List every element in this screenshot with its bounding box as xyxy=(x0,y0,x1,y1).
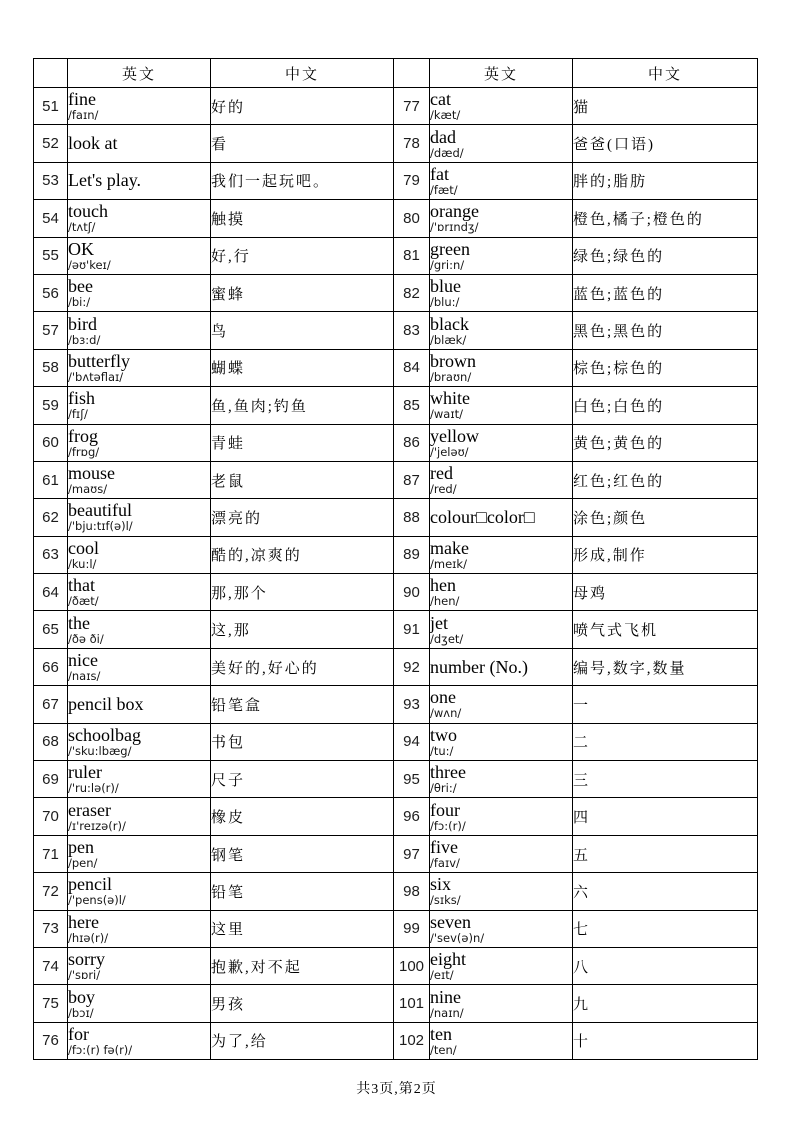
row-number-left: 54 xyxy=(34,200,68,237)
row-number-left: 63 xyxy=(34,536,68,573)
english-cell-right xyxy=(430,461,573,498)
english-cell-right xyxy=(430,761,573,798)
table-row xyxy=(34,686,758,723)
table-row xyxy=(34,761,758,798)
table-row xyxy=(34,910,758,947)
chinese-cell-left: 老鼠 xyxy=(211,461,394,498)
row-number-left: 62 xyxy=(34,499,68,536)
english-cell-left xyxy=(68,873,211,910)
chinese-cell-left: 尺子 xyxy=(211,761,394,798)
chinese-cell-right: 涂色;颜色 xyxy=(573,499,758,536)
row-number-right: 97 xyxy=(394,835,430,872)
english-cell-right xyxy=(430,985,573,1022)
row-number-right: 98 xyxy=(394,873,430,910)
phonetic: /meɪk/ xyxy=(430,556,467,571)
english-cell-left xyxy=(68,1022,211,1059)
phonetic: /tʌtʃ/ xyxy=(68,220,96,235)
chinese-cell-right: 白色;白色的 xyxy=(573,387,758,424)
english-cell-right xyxy=(430,424,573,461)
english-cell-right xyxy=(430,798,573,835)
english-cell-left xyxy=(68,424,211,461)
chinese-cell-right: 形成,制作 xyxy=(573,536,758,573)
table-row xyxy=(34,574,758,611)
table-row xyxy=(34,1022,758,1059)
chinese-cell-left: 蜜蜂 xyxy=(211,274,394,311)
table-row xyxy=(34,387,758,424)
row-number-right: 94 xyxy=(394,723,430,760)
english-cell-left xyxy=(68,162,211,199)
english-word: two xyxy=(430,724,457,745)
phonetic: /'sɒri/ xyxy=(68,968,101,983)
english-word: pencil xyxy=(68,874,112,895)
english-word: frog xyxy=(68,425,98,446)
phonetic: /fɔ:(r)/ xyxy=(430,818,466,833)
chinese-cell-right: 母鸡 xyxy=(573,574,758,611)
phonetic: /ten/ xyxy=(430,1042,457,1057)
phonetic: /gri:n/ xyxy=(430,257,465,272)
phonetic: /əʊ'keɪ/ xyxy=(68,257,111,272)
english-word: white xyxy=(430,388,470,409)
phonetic: /tu:/ xyxy=(430,743,454,758)
english-cell-left xyxy=(68,723,211,760)
phonetic: /hɪə(r)/ xyxy=(68,930,109,945)
english-cell-left xyxy=(68,461,211,498)
english-cell-left xyxy=(68,798,211,835)
phonetic: /'sev(ə)n/ xyxy=(430,930,485,945)
chinese-cell-left: 看 xyxy=(211,125,394,162)
chinese-cell-right: 一 xyxy=(573,686,758,723)
row-number-right: 88 xyxy=(394,499,430,536)
chinese-cell-left: 美好的,好心的 xyxy=(211,648,394,685)
table-row xyxy=(34,947,758,984)
phonetic: /'ru:lə(r)/ xyxy=(68,781,119,796)
chinese-cell-left: 橡皮 xyxy=(211,798,394,835)
table-row xyxy=(34,835,758,872)
vocabulary-table xyxy=(33,58,758,1060)
english-word: brown xyxy=(430,350,476,371)
row-number-right: 101 xyxy=(394,985,430,1022)
phonetic: /naɪs/ xyxy=(68,669,101,684)
row-number-left: 66 xyxy=(34,648,68,685)
english-cell-right xyxy=(430,910,573,947)
header-english-left: 英文 xyxy=(68,59,211,88)
row-number-left: 68 xyxy=(34,723,68,760)
row-number-right: 91 xyxy=(394,611,430,648)
english-cell-right xyxy=(430,873,573,910)
table-row xyxy=(34,985,758,1022)
english-cell-left xyxy=(68,761,211,798)
english-word: here xyxy=(68,911,99,932)
chinese-cell-left: 好的 xyxy=(211,88,394,125)
table-row xyxy=(34,499,758,536)
english-cell-left xyxy=(68,387,211,424)
row-number-left: 56 xyxy=(34,274,68,311)
phonetic: /faɪv/ xyxy=(430,856,460,870)
phonetic: /fæt/ xyxy=(430,182,458,197)
english-word: dad xyxy=(430,126,456,147)
english-cell-left xyxy=(68,125,211,162)
chinese-cell-right: 六 xyxy=(573,873,758,910)
english-word: the xyxy=(68,612,90,633)
table-row xyxy=(34,200,758,237)
phonetic: /'bʌtəflaɪ/ xyxy=(68,369,124,384)
english-word: nine xyxy=(430,986,461,1007)
english-word: pencil box xyxy=(68,693,144,714)
chinese-cell-right: 七 xyxy=(573,910,758,947)
page-footer: 共3页,第2页 xyxy=(356,1082,437,1097)
english-cell-right xyxy=(430,125,573,162)
phonetic: /maʊs/ xyxy=(68,482,108,497)
english-word: colour□color□ xyxy=(430,506,535,527)
table-row xyxy=(34,312,758,349)
phonetic: /θri:/ xyxy=(430,781,457,796)
row-number-right: 90 xyxy=(394,574,430,611)
row-number-left: 73 xyxy=(34,910,68,947)
row-number-right: 96 xyxy=(394,798,430,835)
row-number-left: 76 xyxy=(34,1022,68,1059)
english-word: boy xyxy=(68,986,95,1007)
chinese-cell-left: 这里 xyxy=(211,910,394,947)
row-number-right: 85 xyxy=(394,387,430,424)
chinese-cell-left: 铅笔盒 xyxy=(211,686,394,723)
english-word: ruler xyxy=(68,762,102,783)
english-word: touch xyxy=(68,201,108,222)
chinese-cell-right: 三 xyxy=(573,761,758,798)
english-word: seven xyxy=(430,911,471,932)
english-word: ten xyxy=(430,1023,452,1044)
english-word: pen xyxy=(68,837,94,857)
row-number-left: 53 xyxy=(34,162,68,199)
phonetic: /'pens(ə)l/ xyxy=(68,893,126,908)
chinese-cell-right: 八 xyxy=(573,947,758,984)
english-word: look at xyxy=(68,133,118,154)
phonetic: /sɪks/ xyxy=(430,893,461,908)
english-cell-right xyxy=(430,88,573,125)
english-cell-left xyxy=(68,574,211,611)
chinese-cell-left: 青蛙 xyxy=(211,424,394,461)
english-cell-right xyxy=(430,835,573,872)
english-cell-right xyxy=(430,574,573,611)
chinese-cell-right: 喷气式飞机 xyxy=(573,611,758,648)
row-number-left: 70 xyxy=(34,798,68,835)
phonetic: /hen/ xyxy=(430,594,460,609)
english-cell-left xyxy=(68,349,211,386)
row-number-right: 89 xyxy=(394,536,430,573)
chinese-cell-left: 触摸 xyxy=(211,200,394,237)
row-number-left: 52 xyxy=(34,125,68,162)
phonetic: /bi:/ xyxy=(68,295,91,310)
chinese-cell-right: 四 xyxy=(573,798,758,835)
row-number-left: 55 xyxy=(34,237,68,274)
english-word: schoolbag xyxy=(68,724,141,745)
english-cell-right xyxy=(430,274,573,311)
row-number-right: 86 xyxy=(394,424,430,461)
row-number-right: 77 xyxy=(394,88,430,125)
table-row xyxy=(34,88,758,125)
chinese-cell-right: 蓝色;蓝色的 xyxy=(573,274,758,311)
chinese-cell-right: 五 xyxy=(573,835,758,872)
english-cell-left xyxy=(68,237,211,274)
chinese-cell-right: 九 xyxy=(573,985,758,1022)
english-word: black xyxy=(430,313,469,334)
row-number-right: 81 xyxy=(394,237,430,274)
english-word: one xyxy=(430,687,456,708)
chinese-cell-left: 鸟 xyxy=(211,312,394,349)
english-word: mouse xyxy=(68,463,115,484)
english-cell-left xyxy=(68,312,211,349)
chinese-cell-right: 黑色;黑色的 xyxy=(573,312,758,349)
english-cell-right xyxy=(430,611,573,648)
phonetic: /braʊn/ xyxy=(430,369,472,384)
phonetic: /'bju:tɪf(ə)l/ xyxy=(68,519,133,534)
header-number-right xyxy=(394,59,430,88)
row-number-left: 57 xyxy=(34,312,68,349)
english-cell-left xyxy=(68,947,211,984)
english-word: cat xyxy=(430,89,451,110)
english-word: jet xyxy=(430,612,448,633)
table-body xyxy=(34,88,758,1060)
phonetic: /fɔ:(r) fə(r)/ xyxy=(68,1042,133,1057)
chinese-cell-left: 这,那 xyxy=(211,611,394,648)
english-word: green xyxy=(430,238,470,259)
chinese-cell-left: 铅笔 xyxy=(211,873,394,910)
chinese-cell-left: 那,那个 xyxy=(211,574,394,611)
phonetic: /blu:/ xyxy=(430,295,460,310)
chinese-cell-right: 橙色,橘子;橙色的 xyxy=(573,200,758,237)
english-word: nice xyxy=(68,650,98,671)
table-row xyxy=(34,125,758,162)
phonetic: /dæd/ xyxy=(430,145,464,160)
header-number-left xyxy=(34,59,68,88)
row-number-left: 65 xyxy=(34,611,68,648)
english-cell-left xyxy=(68,611,211,648)
english-cell-right xyxy=(430,499,573,536)
table-row xyxy=(34,237,758,274)
row-number-left: 67 xyxy=(34,686,68,723)
english-word: three xyxy=(430,762,466,783)
english-word: Let's play. xyxy=(68,170,142,191)
english-word: cool xyxy=(68,537,99,558)
chinese-cell-right: 十 xyxy=(573,1022,758,1059)
row-number-left: 71 xyxy=(34,835,68,872)
phonetic: /'jeləʊ/ xyxy=(430,444,469,459)
english-word: that xyxy=(68,575,95,596)
phonetic: /naɪn/ xyxy=(430,1005,464,1020)
english-word: four xyxy=(430,799,460,820)
english-cell-right xyxy=(430,200,573,237)
english-cell-left xyxy=(68,910,211,947)
english-cell-left xyxy=(68,200,211,237)
table-row xyxy=(34,798,758,835)
chinese-cell-left: 酷的,凉爽的 xyxy=(211,536,394,573)
row-number-right: 80 xyxy=(394,200,430,237)
english-cell-right xyxy=(430,536,573,573)
chinese-cell-left: 书包 xyxy=(211,723,394,760)
phonetic: /dʒet/ xyxy=(430,631,464,646)
english-word: five xyxy=(430,837,458,857)
english-cell-right xyxy=(430,686,573,723)
english-cell-right xyxy=(430,1022,573,1059)
chinese-cell-left: 蝴蝶 xyxy=(211,349,394,386)
english-word: fine xyxy=(68,89,96,110)
english-cell-right xyxy=(430,237,573,274)
table-row xyxy=(34,873,758,910)
table-row xyxy=(34,349,758,386)
row-number-right: 83 xyxy=(394,312,430,349)
english-cell-left xyxy=(68,536,211,573)
phonetic: /wʌn/ xyxy=(430,706,462,721)
row-number-left: 74 xyxy=(34,947,68,984)
english-word: eraser xyxy=(68,799,111,820)
phonetic: /kæt/ xyxy=(430,108,461,123)
row-number-right: 100 xyxy=(394,947,430,984)
table-row xyxy=(34,461,758,498)
chinese-cell-right: 猫 xyxy=(573,88,758,125)
row-number-right: 99 xyxy=(394,910,430,947)
phonetic: /bɔɪ/ xyxy=(68,1005,94,1020)
english-word: eight xyxy=(430,949,466,970)
row-number-left: 75 xyxy=(34,985,68,1022)
table-row xyxy=(34,162,758,199)
row-number-right: 84 xyxy=(394,349,430,386)
header-english-right: 英文 xyxy=(430,59,573,88)
row-number-left: 64 xyxy=(34,574,68,611)
english-word: sorry xyxy=(68,949,105,970)
row-number-right: 93 xyxy=(394,686,430,723)
phonetic: /eɪt/ xyxy=(430,968,454,983)
phonetic: /ku:l/ xyxy=(68,556,97,571)
english-cell-right xyxy=(430,349,573,386)
chinese-cell-right: 二 xyxy=(573,723,758,760)
english-word: butterfly xyxy=(68,350,130,371)
header-chinese-left: 中文 xyxy=(211,59,394,88)
chinese-cell-right: 棕色;棕色的 xyxy=(573,349,758,386)
english-word: make xyxy=(430,537,469,558)
english-cell-left xyxy=(68,499,211,536)
row-number-left: 58 xyxy=(34,349,68,386)
chinese-cell-right: 绿色;绿色的 xyxy=(573,237,758,274)
english-cell-left xyxy=(68,88,211,125)
row-number-left: 51 xyxy=(34,88,68,125)
table-row xyxy=(34,536,758,573)
english-word: yellow xyxy=(430,425,479,446)
english-cell-right xyxy=(430,312,573,349)
phonetic: /waɪt/ xyxy=(430,407,463,422)
english-cell-left xyxy=(68,835,211,872)
chinese-cell-left: 漂亮的 xyxy=(211,499,394,536)
row-number-left: 60 xyxy=(34,424,68,461)
chinese-cell-right: 编号,数字,数量 xyxy=(573,648,758,685)
phonetic: /frɒg/ xyxy=(68,444,100,459)
row-number-left: 72 xyxy=(34,873,68,910)
row-number-right: 102 xyxy=(394,1022,430,1059)
english-cell-left xyxy=(68,648,211,685)
row-number-right: 92 xyxy=(394,648,430,685)
english-cell-left xyxy=(68,686,211,723)
row-number-right: 78 xyxy=(394,125,430,162)
table-row xyxy=(34,723,758,760)
english-word: fish xyxy=(68,388,95,409)
phonetic: /blæk/ xyxy=(430,332,467,347)
english-word: number (No.) xyxy=(430,656,528,677)
chinese-cell-left: 男孩 xyxy=(211,985,394,1022)
english-cell-right xyxy=(430,723,573,760)
phonetic: /'sku:lbæg/ xyxy=(68,743,132,758)
chinese-cell-left: 钢笔 xyxy=(211,835,394,872)
english-word: for xyxy=(68,1023,89,1044)
chinese-cell-left: 鱼,鱼肉;钓鱼 xyxy=(211,387,394,424)
english-cell-right xyxy=(430,648,573,685)
row-number-right: 87 xyxy=(394,461,430,498)
phonetic: /'ɒrɪndʒ/ xyxy=(430,220,479,235)
english-word: bird xyxy=(68,313,97,334)
row-number-left: 69 xyxy=(34,761,68,798)
english-cell-right xyxy=(430,162,573,199)
chinese-cell-left: 我们一起玩吧。 xyxy=(211,162,394,199)
table-header-row xyxy=(34,59,758,88)
header-chinese-right: 中文 xyxy=(573,59,758,88)
english-word: fat xyxy=(430,163,449,184)
english-cell-right xyxy=(430,947,573,984)
row-number-right: 95 xyxy=(394,761,430,798)
phonetic: /pen/ xyxy=(68,856,98,870)
row-number-left: 59 xyxy=(34,387,68,424)
english-cell-left xyxy=(68,985,211,1022)
table-row xyxy=(34,648,758,685)
row-number-left: 61 xyxy=(34,461,68,498)
phonetic: /red/ xyxy=(430,482,457,497)
phonetic: /bɜ:d/ xyxy=(68,332,101,347)
english-word: red xyxy=(430,463,453,484)
phonetic: /fɪʃ/ xyxy=(68,407,88,422)
chinese-cell-left: 为了,给 xyxy=(211,1022,394,1059)
english-cell-right xyxy=(430,387,573,424)
english-word: bee xyxy=(68,276,93,297)
english-word: beautiful xyxy=(68,500,132,521)
english-word: six xyxy=(430,874,452,895)
phonetic: /faɪn/ xyxy=(68,108,99,123)
english-word: OK xyxy=(68,238,94,259)
chinese-cell-right: 爸爸(口语) xyxy=(573,125,758,162)
row-number-right: 79 xyxy=(394,162,430,199)
english-word: blue xyxy=(430,276,461,297)
chinese-cell-right: 黄色;黄色的 xyxy=(573,424,758,461)
phonetic: /ðə ði/ xyxy=(68,631,104,646)
chinese-cell-right: 胖的;脂肪 xyxy=(573,162,758,199)
table-row xyxy=(34,424,758,461)
phonetic: /ɪ'reɪzə(r)/ xyxy=(68,818,126,833)
chinese-cell-right: 红色;红色的 xyxy=(573,461,758,498)
english-word: hen xyxy=(430,575,456,596)
english-word: orange xyxy=(430,201,479,222)
table-row xyxy=(34,274,758,311)
chinese-cell-left: 好,行 xyxy=(211,237,394,274)
row-number-right: 82 xyxy=(394,274,430,311)
chinese-cell-left: 抱歉,对不起 xyxy=(211,947,394,984)
table-row xyxy=(34,611,758,648)
phonetic: /ðæt/ xyxy=(68,594,99,609)
english-cell-left xyxy=(68,274,211,311)
